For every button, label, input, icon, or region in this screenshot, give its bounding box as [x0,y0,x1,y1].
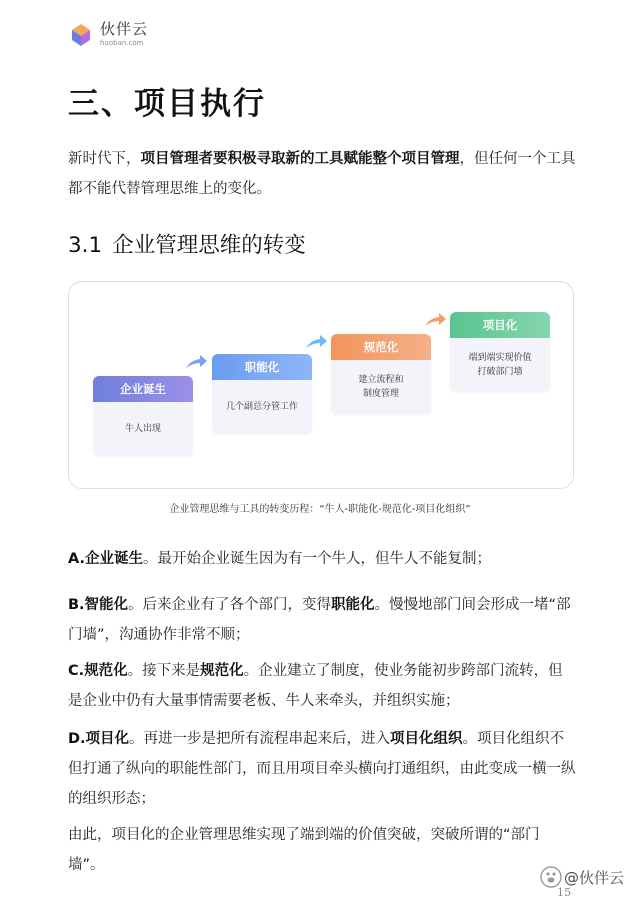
paw-icon [540,866,562,888]
paragraph-c: C.规范化。接下来是规范化。企业建立了制度，使业务能初步跨部门流转，但是企业中仍有大量事情需要老板、牛人来牵头，并组织实施； [68,663,563,709]
stage-card-project [450,312,550,392]
stage-desc: 端到端实现价值 打破部门墙 [468,353,532,377]
stage-title: 规范化 [331,334,431,360]
watermark-text: @伙伴云 [564,868,625,887]
paragraph-a: A.企业诞生。最开始企业诞生因为有一个牛人，但牛人不能复制； [68,551,491,567]
arrow-icon [422,310,448,330]
paragraph-conclusion: 由此，项目化的企业管理思维实现了端到端的价值突破，突破所谓的“部门墙”。 [68,827,540,873]
watermark [540,866,624,888]
brand-logo [68,22,148,48]
paragraph-b: B.智能化。后来企业有了各个部门，变得职能化。慢慢地部门间会形成一堵“部门墙”，沟通协作非常不顺； [68,597,571,643]
diagram-caption: 企业管理思维与工具的转变历程：“牛人-职能化-规范化-项目化组织” [169,504,471,515]
arrow-icon [303,332,329,352]
evolution-diagram [68,281,574,489]
stage-card-birth [93,376,193,456]
stage-desc: 牛人出现 [124,424,161,434]
intro-paragraph: 新时代下，项目管理者要积极寻取新的工具赋能整个项目管理，但任何一个工具都不能代替管理思维上的变化。 [68,151,576,197]
stage-card-standardized [331,334,431,414]
page-number: 15 [557,886,571,899]
stage-title: 企业诞生 [93,376,193,402]
stage-desc: 建立流程和 制度管理 [358,375,404,399]
brand-domain: huoban.com [100,39,144,47]
logo-icon [68,22,94,48]
subsection-title: 3.1 企业管理思维的转变 [68,233,306,258]
brand-name: 伙伴云 [100,20,149,38]
stage-card-functional [212,354,312,434]
stage-title: 项目化 [450,312,550,338]
stage-title: 职能化 [212,354,312,380]
stage-desc: 几个副总分管工作 [225,402,298,412]
arrow-icon [183,352,209,372]
paragraph-d: D.项目化。再进一步是把所有流程串起来后，进入项目化组织。项目化组织不但打通了纵向的职能性部门，而且用项目牵头横向打通组织，由此变成一横一纵的组织形态； [68,731,576,807]
section-title: 三、项目执行 [68,86,266,122]
